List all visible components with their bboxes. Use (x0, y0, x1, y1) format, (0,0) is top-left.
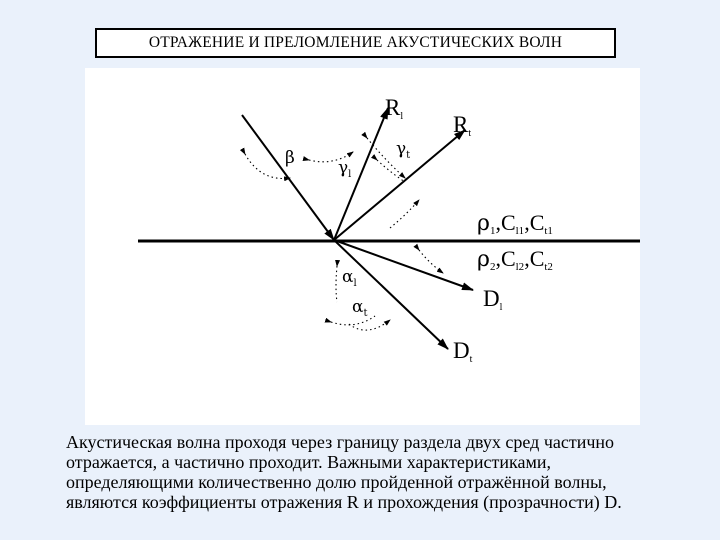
label-beta: β (285, 148, 295, 168)
angle-arc-gamma-l-outer (377, 160, 405, 182)
caption-text (66, 432, 706, 512)
label-R-t: Rt (453, 112, 472, 139)
angle-arc-alpha-t-outer (331, 316, 375, 325)
label-D-t: Dt (453, 338, 473, 365)
refracted-transverse-ray (334, 240, 448, 349)
caption-line: отражается, а частично проходит. Важными характеристиками, (66, 452, 551, 472)
label-gamma-l: $\gamma_l$ (338, 158, 352, 180)
label-gamma-t: $\gamma_t$ (396, 139, 411, 161)
label-alpha-t: $\alpha_t$ (352, 297, 368, 319)
incident-ray (242, 115, 334, 240)
title-box (95, 28, 616, 58)
diagram-panel (85, 68, 640, 425)
angle-arc-refracted-right (419, 250, 443, 273)
angle-arc-small-reflected (390, 200, 419, 228)
angle-arc-beta (245, 154, 290, 179)
label-R-l: Rl (385, 95, 404, 122)
page-title: ОТРАЖЕНИЕ И ПРЕЛОМЛЕНИЕ АКУСТИЧЕСКИХ ВОЛН (148, 34, 563, 51)
angle-arc-alpha-l (336, 266, 337, 302)
medium2-properties: ρ2,Cl2,Ct2 (477, 246, 553, 273)
caption-line: являются коэффициенты отражения R и прохождения (прозрачности) D. (66, 492, 622, 512)
label-D-l: Dl (483, 286, 503, 313)
caption-line: определяющими количественно долю пройденной отражённой волны, (66, 472, 607, 492)
reflection-refraction-diagram (85, 68, 640, 425)
medium1-properties: ρ1,Cl1,Ct1 (477, 210, 553, 237)
label-alpha-l: $\alpha_l$ (342, 267, 357, 289)
caption-line: Акустическая волна проходя через границу раздела двух сред частично (66, 432, 615, 452)
angle-arc-alpha-t (349, 320, 390, 330)
